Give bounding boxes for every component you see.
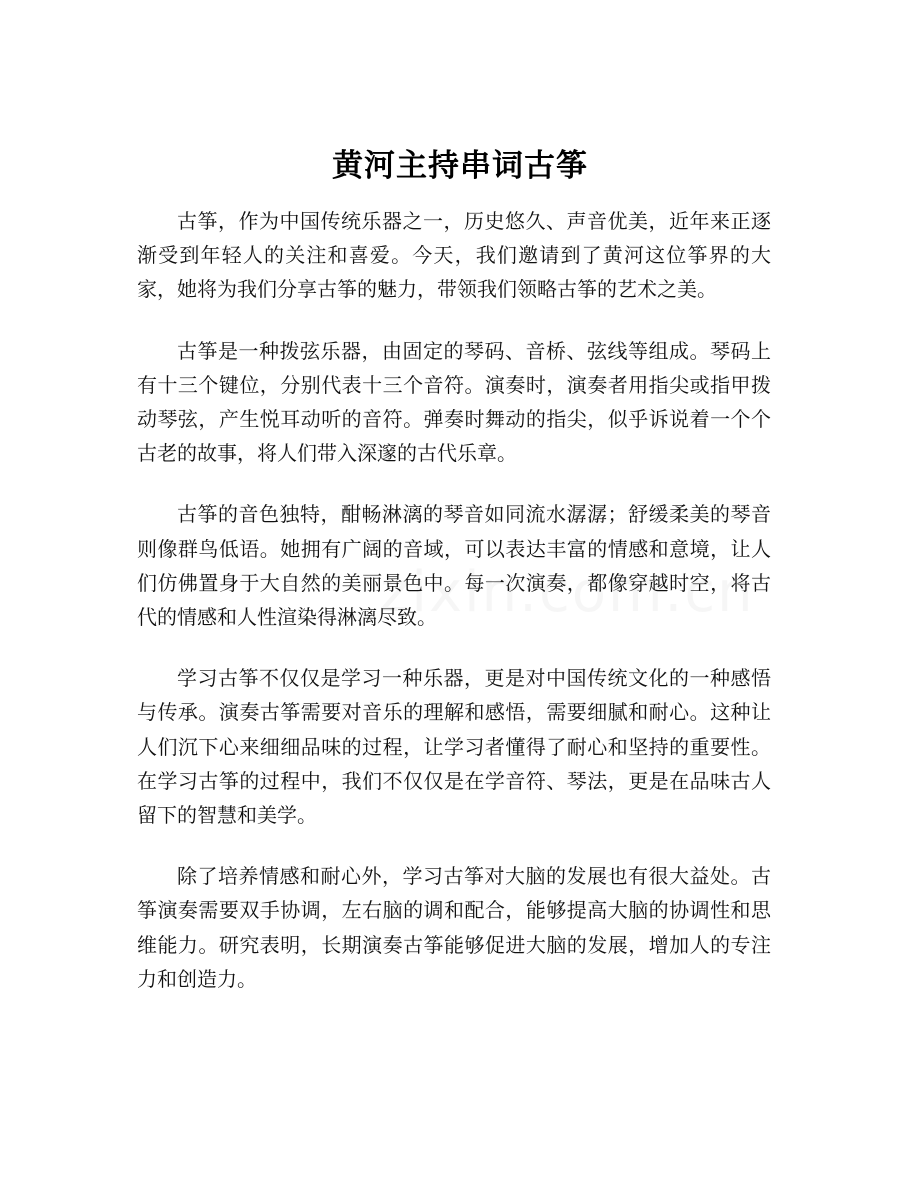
document-title: 黄河主持串词古筝 xyxy=(332,148,588,184)
paragraph-structure: 古筝是一种拨弦乐器，由固定的琴码、音桥、弦线等组成。琴码上有十三个键位，分别代表十三个音符。演奏时，演奏者用指尖或指甲拨动琴弦，产生悦耳动听的音符。弹奏时舞动的指尖，似乎诉说着一个个古老的故事，将人们带入深邃的古代乐章。 xyxy=(137,338,771,466)
paragraph-benefits: 除了培养情感和耐心外，学习古筝对大脑的发展也有很大益处。古筝演奏需要双手协调，左右脑的调和配合，能够提高大脑的协调性和思维能力。研究表明，长期演奏古筝能够促进大脑的发展，增加人的专注力和创造力。 xyxy=(137,864,771,991)
paragraph-learning: 学习古筝不仅仅是学习一种乐器，更是对中国传统文化的一种感悟与传承。演奏古筝需要对音乐的理解和感悟，需要细腻和耐心。这种让人们沉下心来细细品味的过程，让学习者懂得了耐心和坚持的重要性。在学习古筝的过程中，我们不仅仅是在学音符、琴法，更是在品味古人留下的智慧和美学。 xyxy=(137,666,771,828)
paragraph-timbre: 古筝的音色独特，酣畅淋漓的琴音如同流水潺潺；舒缓柔美的琴音则像群鸟低语。她拥有广阔的音域，可以表达丰富的情感和意境，让人们仿佛置身于大自然的美丽景色中。每一次演奏，都像穿越时空，将古代的情感和人性渲染得淋漓尽致。 xyxy=(137,502,771,630)
paragraph-intro: 古筝，作为中国传统乐器之一，历史悠久、声音优美，近年来正逐渐受到年轻人的关注和喜爱。今天，我们邀请到了黄河这位筝界的大家，她将为我们分享古筝的魅力，带领我们领略古筝的艺术之美。 xyxy=(137,209,771,302)
document-body xyxy=(137,204,771,1023)
